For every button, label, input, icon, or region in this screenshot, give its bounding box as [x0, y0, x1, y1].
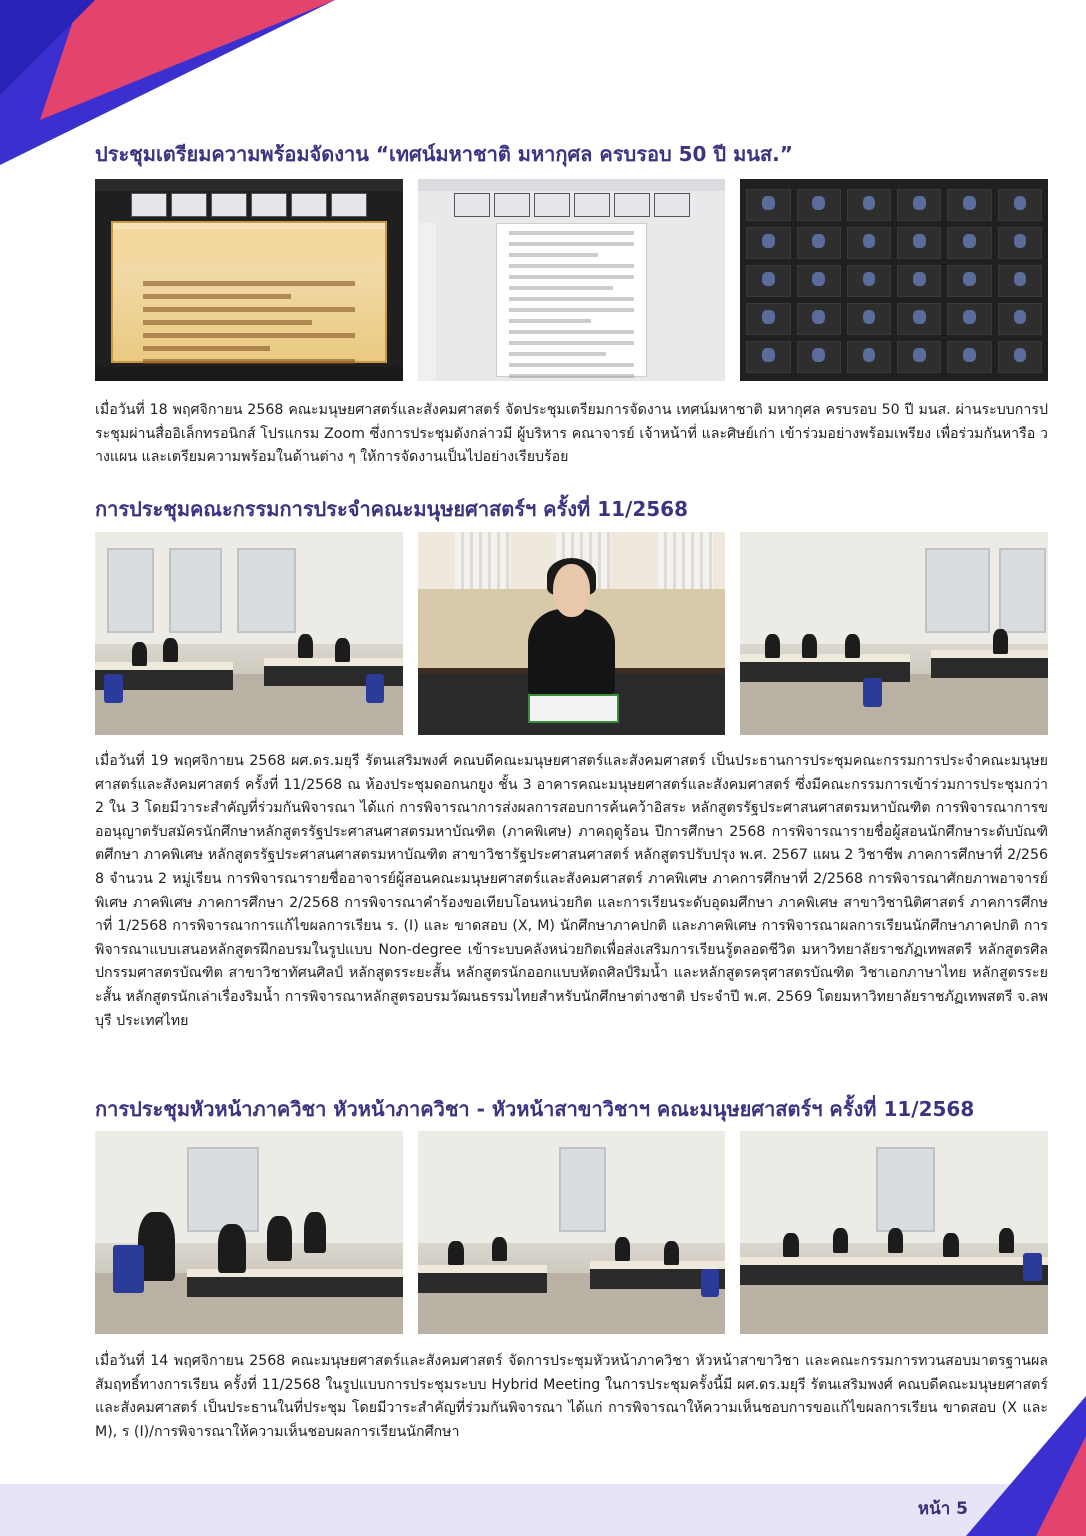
- section-body-1: เมื่อวันที่ 18 พฤศจิกายน 2568 คณะมนุษยศาสตร์และสังคมศาสตร์ จัดประชุมเตรียมการจัดงาน เทศน์มหาชาติ มหากุศล ครบรอบ 50 ปี มนส. ผ่านระบบการประชุมผ่านสื่ออิเล็กทรอนิกส์ โปรแกรม Zoom ซึ่งการประชุมดังกล่าวมี ผู้บริหาร คณาจารย์ เจ้าหน้าที่ และศิษย์เก่า เข้าร่วมอย่างพร้อมเพรียง เพื่อร่วมกันหารือ วางแผน และเตรียมความพร้อมในด้านต่าง ๆ ให้การจัดงานเป็นไปอย่างเรียบร้อย: [95, 402, 1048, 466]
- photo-meeting-long-table: [418, 1131, 726, 1334]
- photo-zoom-gallery: [740, 179, 1048, 381]
- photo-meeting-room-side: [740, 532, 1048, 735]
- section-title-3: การประชุมหัวหน้าภาควิชา หัวหน้าภาควิชา - หัวหน้าสาขาวิชาฯ คณะมนุษยศาสตร์ฯ ครั้งที่ 11/2568: [95, 1097, 975, 1121]
- section-title-2: การประชุมคณะกรรมการประจำคณะมนุษยศาสตร์ฯ ครั้งที่ 11/2568: [95, 497, 689, 521]
- photo-row-2: [95, 532, 1048, 735]
- photo-chairperson: [418, 532, 726, 735]
- photo-zoom-document: [418, 179, 726, 381]
- photo-zoom-poster: [95, 179, 403, 381]
- photo-meeting-room-wide: [95, 532, 403, 735]
- section-title-1: ประชุมเตรียมความพร้อมจัดงาน “เทศน์มหาชาติ มหากุศล ครบรอบ 50 ปี มนส.”: [95, 142, 793, 166]
- photo-meeting-side-view: [740, 1131, 1048, 1334]
- section-body-2: เมื่อวันที่ 19 พฤศจิกายน 2568 ผศ.ดร.มยุรี รัตนเสริมพงศ์ คณบดีคณะมนุษยศาสตร์และสังคมศาสตร์ เป็นประธานการประชุมคณะกรรมการประจำคณะมนุษยศาสตร์และสังคมศาสตร์ ครั้งที่ 11/2568 ณ ห้องประชุมดอกนกยูง ชั้น 3 อาคารคณะมนุษยศาสตร์และสังคมศาสตร์ ซึ่งมีคณะกรรมการเข้าร่วมการประชุมกว่า 2 ใน 3 โดยมีวาระสำคัญที่ร่วมกันพิจารณา ได้แก่ การพิจารณาการส่งผลการสอบการค้นคว้าอิสระ หลักสูตรรัฐประศาสนศาสตรมหาบัณฑิต การพิจารณาการขออนุญาตรับสมัครนักศึกษาหลักสูตรรัฐประศาสนศาสตรมหาบัณฑิต (ภาคพิเศษ) ภาคฤดูร้อน ปีการศึกษา 2568 การพิจารณารายชื่อผู้สอนนักศึกษาระดับบัณฑิตศึกษา ภาคพิเศษ หลักสูตรรัฐประศาสนศาสตรมหาบัณฑิต สาขาวิชารัฐประศาสนศาสตร์ หลักสูตรปรับปรุง พ.ศ. 2567 แผน 2 วิชาชีพ ภาคการศึกษาที่ 2/2568 จำนวน 2 หมู่เรียน การพิจารณารายชื่ออาจารย์ผู้สอนคณะมนุษยศาสตร์และสังคมศาสตร์ ภาคพิเศษ ภาคการศึกษาที่ 2/2568 การพิจารณาศักยภาพอาจารย์พิเศษ ภาคพิเศษ ภาคการศึกษา 2/2568 การพิจารณาคำร้องขอเทียบโอนหน่วยกิต และการเรียนระดับอุดมศึกษา ภาคพิเศษ สาขาวิชานิติศาสตร์ ภาคการศึกษาที่ 1/2568 การพิจารณาการแก้ไขผลการเรียน ร. (I) และ ขาดสอบ (X, M) นักศึกษาภาคปกติ และภาคพิเศษ การพิจารณาผลการเรียนนักศึกษาภาคปกติ การพิจารณาแบบเสนอหลักสูตรฝึกอบรมในรูปแบบ Non-degree เข้าระบบคลังหน่วยกิตเพื่อส่งเสริมการเรียนรู้ตลอดชีวิต มหาวิทยาลัยราชภัฏเทพสตรี หลักสูตรศิลปกรรมศาสตรบัณฑิต สาขาวิชาทัศนศิลป์ หลักสูตรระยะสั้น หลักสูตรนักออกแบบหัตถศิลป์ริมน้ำ และหลักสูตรครุศาสตรบัณฑิต วิชาเอกภาษาไทย หลักสูตรระยะสั้น หลักสูตรนักเล่าเรื่องริมน้ำ การพิจารณาหลักสูตรอบรมวัฒนธรรมไทยสำหรับนักศึกษาต่างชาติ ประจำปี พ.ศ. 2569 โดยมหาวิทยาลัยราชภัฏเทพสตรี จ.ลพบุรี ประเทศไทย: [95, 753, 1048, 1029]
- section-body-3: เมื่อวันที่ 14 พฤศจิกายน 2568 คณะมนุษยศาสตร์และสังคมศาสตร์ จัดการประชุมหัวหน้าภาควิชา หัวหน้าสาขาวิชา และคณะกรรมการทวนสอบมาตรฐานผลสัมฤทธิ์ทางการเรียน ครั้งที่ 11/2568 ในรูปแบบการประชุมระบบ Hybrid Meeting ในการประชุมครั้งนี้มี ผศ.ดร.มยุรี รัตนเสริมพงศ์ คณบดีคณะมนุษยศาสตร์และสังคมศาสตร์ เป็นประธานในที่ประชุม โดยมีวาระสำคัญที่ร่วมกันพิจารณา ได้แก่ การพิจารณาให้ความเห็นชอบการขอแก้ไขผลการเรียน ขาดสอบ (X และ M), ร (I)/การพิจารณาให้ความเห็นชอบผลการเรียนนักศึกษา: [95, 1353, 1048, 1440]
- photo-row-1: [95, 179, 1048, 381]
- page-number: หน้า 5: [917, 1499, 968, 1519]
- photo-row-3: [95, 1131, 1048, 1334]
- photo-meeting-participants: [95, 1131, 403, 1334]
